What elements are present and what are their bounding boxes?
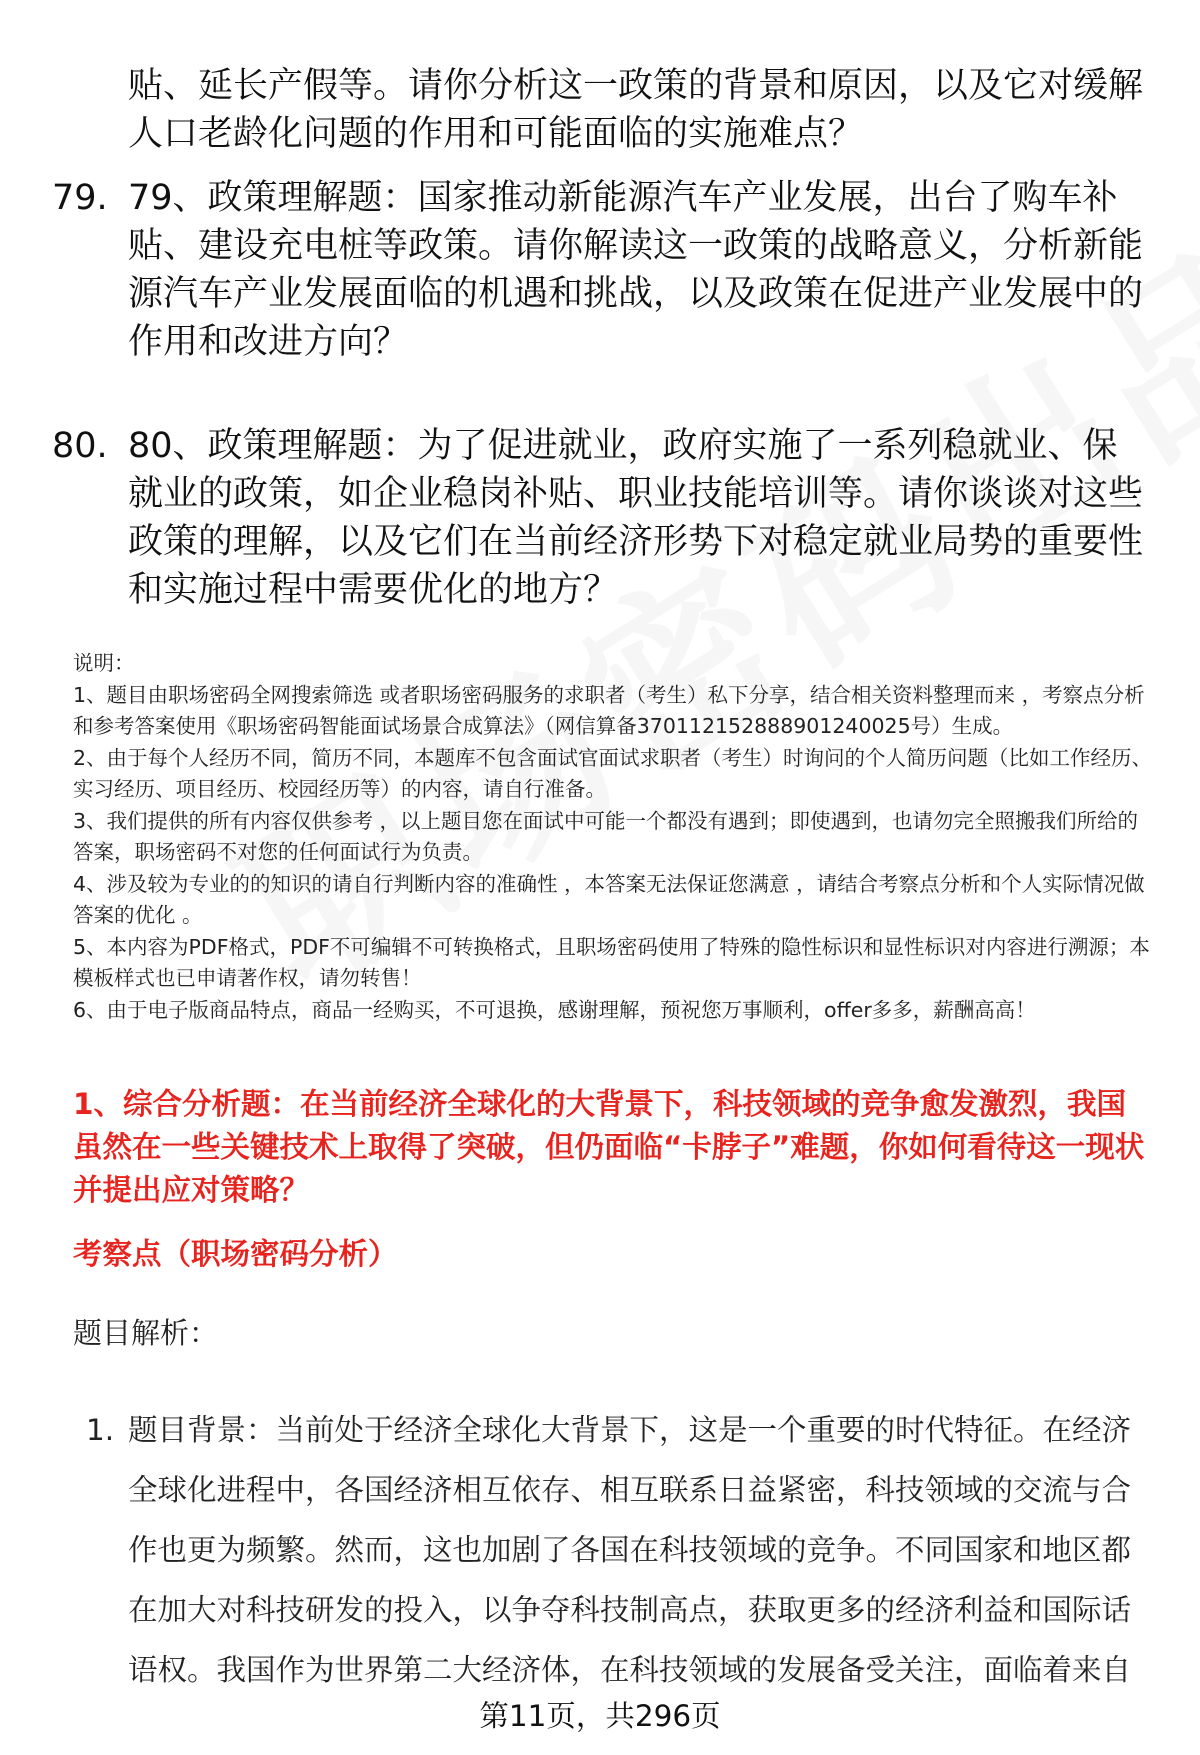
main-question: 1、综合分析题：在当前经济全球化的大背景下，科技领域的竞争愈发激烈，我国虽然在一些关键技术上取得了突破，但仍面临“卡脖子”难题，你如何看待这一现状并提出应对策略？ bbox=[73, 1087, 1145, 1207]
question-number: 79. bbox=[52, 178, 108, 218]
notes-item: 4、涉及较为专业的的知识的请自行判断内容的准确性 ，本答案无法保证您满意 ，请结合考察点分析和个人实际情况做答案的优化 。 bbox=[73, 871, 1145, 927]
disclaimer-notes bbox=[73, 648, 1158, 1026]
question-text: 80、政策理解题：为了促进就业，政府实施了一系列稳就业、保就业的政策，如企业稳岗补贴、职业技能培训等。请你谈谈对这些政策的理解，以及它们在当前经济形势下对稳定就业局势的重要性和实施过程中需要优化的地方？ bbox=[128, 426, 1144, 610]
question-number: 80. bbox=[52, 426, 108, 466]
notes-title: 说明： bbox=[73, 651, 135, 675]
notes-item: 3、我们提供的所有内容仅供参考 ，以上题目您在面试中可能一个都没有遇到；即使遇到，也请勿完全照搬我们所给的答案，职场密码不对您的任何面试行为负责。 bbox=[73, 808, 1139, 864]
analysis-heading: 题目解析： bbox=[73, 1316, 219, 1350]
question-text: 贴、延长产假等。请你分析这一政策的背景和原因，以及它对缓解人口老龄化问题的作用和可能面临的实施难点？ bbox=[128, 66, 1144, 154]
question-text: 79、政策理解题：国家推动新能源汽车产业发展，出台了购车补贴、建设充电桩等政策。请你解读这一政策的战略意义，分析新能源汽车产业发展面临的机遇和挑战，以及政策在促进产业发展中的作用和改进方向？ bbox=[128, 178, 1144, 362]
exam-point-heading: 考察点（职场密码分析） bbox=[73, 1237, 398, 1271]
analysis-item-text: 题目背景：当前处于经济全球化大背景下，这是一个重要的时代特征。在经济全球化进程中，各国经济相互依存、相互联系日益紧密，科技领域的交流与合作也更为频繁。然而，这也加剧了各国在科技领域的竞争。不同国家和地区都在加大对科技研发的投入，以争夺科技制高点，获取更多的经济利益和国际话语权。我国作为世界第二大经济体，在科技领域的发展备受关注，面临着来自 bbox=[128, 1413, 1132, 1687]
analysis-item-number: 1. bbox=[86, 1413, 115, 1447]
page-footer: 第11页，共296页 bbox=[479, 1699, 721, 1733]
notes-item: 5、本内容为PDF格式，PDF不可编辑不可转换格式，且职场密码使用了特殊的隐性标识和显性标识对内容进行溯源；本模板样式也已申请著作权，请勿转售！ bbox=[73, 934, 1150, 990]
notes-item: 1、题目由职场密码全网搜索筛选 或者职场密码服务的求职者（考生）私下分享，结合相关资料整理而来 ，考察点分析和参考答案使用《职场密码智能面试场景合成算法》（网信算备370112152888901240025号）生成。 bbox=[73, 682, 1145, 738]
notes-item: 6、由于电子版商品特点，商品一经购买，不可退换，感谢理解，预祝您万事顺利，offer多多，薪酬高高！ bbox=[73, 997, 1036, 1022]
notes-item: 2、由于每个人经历不同，简历不同，本题库不包含面试官面试求职者（考生）时询问的个人简历问题（比如工作经历、实习经历、项目经历、校园经历等）的内容，请自行准备。 bbox=[73, 745, 1153, 801]
